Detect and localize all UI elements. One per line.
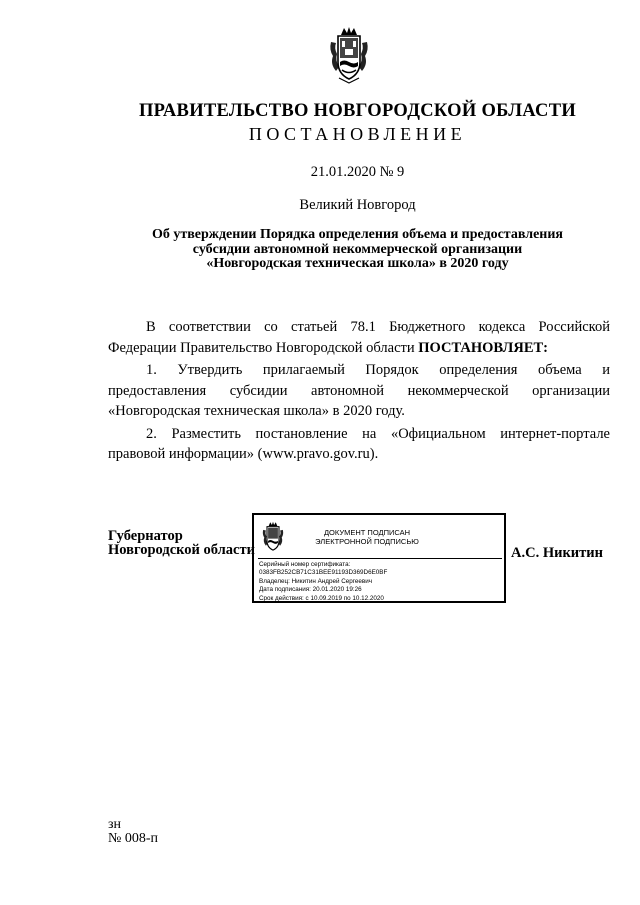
certificate-serial-label: Серийный номер сертификата:	[259, 561, 351, 568]
stamp-details	[259, 561, 387, 603]
coat-of-arms-icon	[327, 26, 371, 84]
electronic-signature-stamp	[252, 513, 506, 603]
stamp-title	[302, 528, 432, 546]
certificate-owner: Владелец: Никитин Андрей Сергеевич	[259, 577, 373, 585]
stamp-coat-of-arms-icon	[261, 521, 285, 553]
intro-text: В соответствии со статьей 78.1 Бюджетного кодекса Российской Федерации Правительство Новгородской области	[108, 319, 610, 356]
item-1-paragraph: 1. Утвердить прилагаемый Порядок определения объема и предоставления субсидии автономной некоммерческой организации «Новгородская техническая школа» в 2020 году.	[108, 362, 610, 419]
subject-line-1: Об утверждении Порядка определения объема и предоставления	[151, 227, 564, 242]
footer-number: № 008-п	[108, 831, 159, 846]
document-subject	[120, 228, 595, 272]
certificate-serial: 0383FB252CB71C31BEE91193D369D6E0BF	[259, 569, 388, 577]
intro-paragraph	[108, 317, 610, 358]
government-title: ПРАВИТЕЛЬСТВО НОВГОРОДСКОЙ ОБЛАСТИ	[138, 101, 577, 121]
stamp-title-line-1: ДОКУМЕНТ ПОДПИСАН	[323, 528, 411, 537]
item-2-paragraph: 2. Разместить постановление на «Официальном интернет-портале правовой информации» (www.pravo.gov.ru).	[108, 425, 610, 462]
subject-line-3: «Новгородская техническая школа» в 2020 году	[206, 256, 509, 271]
stamp-divider	[258, 558, 502, 559]
document-type: ПОСТАНОВЛЕНИЕ	[248, 124, 467, 144]
document-footer	[108, 818, 158, 846]
signatory-name: А.С. Никитин	[511, 545, 603, 561]
signing-date: Дата подписания: 20.01.2020 19:26	[259, 586, 362, 594]
position-line-1: Губернатор	[108, 528, 183, 544]
decree-word: ПОСТАНОВЛЯЕТ:	[418, 339, 548, 356]
subject-line-2: субсидии автономной некоммерческой организации	[192, 241, 523, 257]
stamp-title-line-2: ЭЛЕКТРОННОЙ ПОДПИСЬЮ	[315, 537, 419, 546]
footer-initials: зн	[108, 817, 122, 832]
document-date-number: 21.01.2020 № 9	[310, 164, 405, 180]
document-city: Великий Новгород	[299, 197, 416, 213]
signatory-position	[108, 530, 255, 557]
position-line-2: Новгородской области	[108, 541, 255, 558]
certificate-validity: Срок действия: с 10.09.2019 по 10.12.2020	[259, 594, 384, 602]
document-body	[108, 317, 610, 465]
